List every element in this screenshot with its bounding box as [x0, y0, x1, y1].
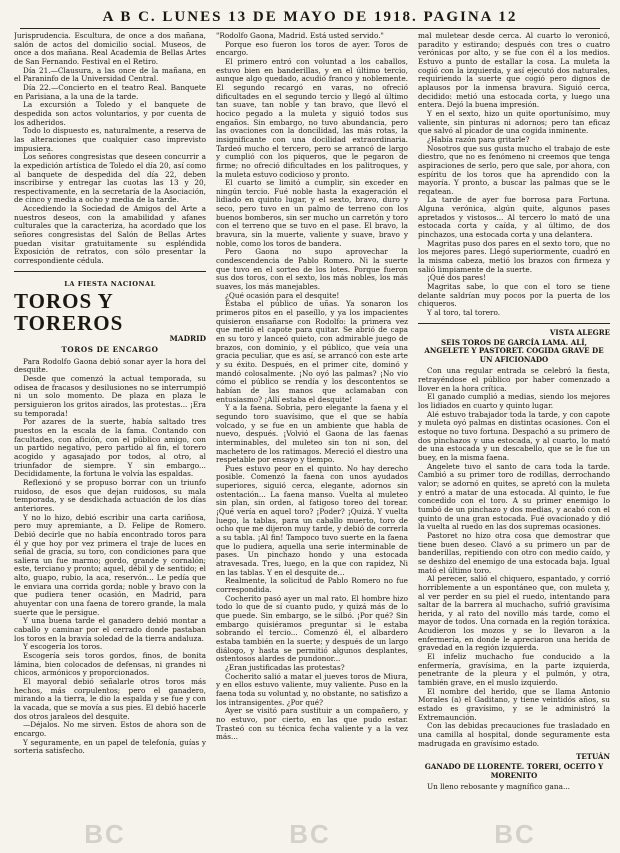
article-paragraph: Y escogería los toros. — [23, 642, 103, 652]
article-paragraph: Estaba el público de uñas. Ya sonaron los primeros pitos en el paseíllo, y ya los impacientes quisieron ensañarse con Rodolfo: la primera vez que metió el capote para quitar. Se abrió de capa en su toro y lanceó quieto, con admirable juego de brazos, con dominio, y el público, que veía una gracia peculiar, que es así, se arrancó con este arte y su éxito. Después, en el primer cite, dominó y mandó colosalmente. ¡No oyó las palmas? ¡No vio cómo el público se rendía y los descontentos se habían de las manos que aclamaban con entusiasmo? ¡Allí estaba el desquite! — [216, 299, 408, 404]
column-1 — [14, 32, 206, 843]
article-paragraph: Un lleno rebosante y magnífico gana... — [427, 781, 570, 791]
article-paragraph: Magritas sabe, lo que con el toro se tiene delante saldrían muy pocos por la puerta de los chiqueros. — [418, 282, 610, 309]
article-paragraph: ¡Qué dos pares! — [427, 273, 486, 283]
watermark-stamp: BC — [289, 819, 331, 849]
article-paragraph: Día 21.—Clausura, a las once de la mañana, en el Paraninfo de la Universidad Central. — [14, 65, 206, 84]
col1-top-text — [14, 32, 206, 266]
article-paragraph: Jurisprudencia. Escultura, de once a dos mañana, salón de actos del domicilio social. Museos, de once a dos mañana. Real Academia de Bellas Artes de San Fernando. Festival en el Retiro. — [14, 32, 206, 66]
article-paragraph: Con una regular entrada se celebró la fiesta, retrayéndose el público por haber comenzado a llover en la hora crítica. — [418, 366, 610, 393]
article-paragraph: Magritas puso dos pares en el sexto toro, que no los mejores pares. Llegó superiormente, cuadró en la misma cabeza, metió los brazos con firmeza y salió limpiamente de la suerte. — [418, 238, 610, 274]
column-2 — [216, 32, 408, 843]
watermark-stamp: BC — [84, 819, 126, 849]
article-paragraph: Pues estuvo peor en el quinto. No hay derecho posible. Comenzó la faena con unos ayudados superiores, siguió cerca, elegante, adornos sin ostentación... La faena manso. Vuelta al muleteo sin plan, sin orden, al fatigoso toreo del torear. ¡Qué vería en aquel toro? ¡Poder? ¡Quizá. Y vuelta luego, la tablas, para un caballo muerto, toro de ocho que me dijeron muy tarde, y debió de correrla a su tabla. ¡Al fin! Tampoco tuvo suerte en la faena que lo pudiera, aquella una serie interminable de pases. Un pinchazo hondo y una estocada atravesada. Tres, luego, en la que con rapidez, Ni en las tablas. Y en el desquite de... — [216, 463, 408, 577]
dateline: MADRID — [169, 333, 206, 343]
columns — [14, 32, 610, 843]
section-divider — [418, 323, 610, 324]
article-paragraph: Y no lo hizo, debió escribir una carta cariñosa, pero muy apremiante, a D. Felipe de Romero. Debió decirle que no había encontrado toros para él y que hoy por vez primera el traje de luces en señal de gracia, su toro, con condiciones para que saliera un fue marmo; gordo, grande y cornalón; este, terciano y pronto; aquel, débil y de sentido; el alto, guapo, rubio, la aca, reservón... Le pedía que le enviara una corrida gorda; noble y bravo con la que pudiera tener ocasión, en Madrid, para ahuyentar con una faena de torero grande, la mala suerte que le persigue. — [14, 512, 206, 617]
article-headline: SEIS TOROS DE GARCÍA LAMA. ALÍ, ANGELETE Y PASTORET. COGIDA GRAVE DE UN AFICIONADO — [424, 337, 604, 364]
section-location: TETUÁN — [576, 752, 610, 762]
article-paragraph: "Rodolfo Gaona, Madrid. Está usted servido." — [216, 32, 384, 40]
column-3 — [418, 32, 610, 843]
article-paragraph: ¿Eran justificadas las protestas? — [225, 662, 345, 672]
article-paragraph: Angelete tuvo el santo de cara toda la tarde. Cambió a su primer toro de rodillas, derrochando valor; se adornó en quites, se apretó con la muleta y entró a matar de una estocada. Al quinto, le fue concedido con el toro. A su primer enemigo lo tumbó de un pinchazo y dos medias, y acabó con el quinto de una gran estocada. Fué ovacionado y dió la vuelta al ruedo en las dos supremas ocasiones. — [418, 461, 610, 532]
section-kicker: LA FIESTA NACIONAL — [64, 279, 156, 288]
article-paragraph: La tarde de ayer fue borrosa para Fortuna. Alguna verónica, algún quite, algunos pases apretados y vistosos... Al tercero lo mató de una estocada corta y caída, y al último, de dos pinchazos, una estocada corta y una delantera. — [418, 195, 610, 240]
watermark-stamp: BC — [494, 819, 536, 849]
article-paragraph: ¿Había razón para gritarle? — [427, 134, 530, 144]
article-paragraph: mal muletear desde cerca. Al cuarto lo veronicó, paradito y estirando; después con tres o cuatro verónicas por alto, y se fue con él a los medios. Estuvo a punto de estallar la cosa. La muleta la cogió con la izquierda, y así ejecutó dos naturales, requiriendo la suerte que cogió pero dignos de aplausos por la inmensa bravura. Siguió cerca, decidido: metió una estocada corta, y luego una entera. Dejó la buena impresión. — [418, 32, 610, 110]
article-paragraph: Accediendo la Sociedad de Amigos del Arte a nuestros deseos, con la amabilidad y afanes culturales que la caracteriza, ha acordado que los señores congresistas del Salón de Bellas Artes puedan visitar gratuitamente su espléndida Exposición de retratos, con sólo presentar la correspondiente cédula. — [14, 204, 206, 266]
article-subhead: TOROS DE ENCARGO — [61, 344, 159, 354]
article-paragraph: Cocherito pasó ayer un mal rato. El hombre hizo todo lo que de sí cuanto pudo, y quizá más de lo que puede. Sin embargo, se le silbó. ¡Por qué? Sin embargo quisiéramos preguntar si le estaba sobrando el tercio... Comenzó él, el albardero estaba también en la suerte; y después de un largo diálogo, y hasta se permitió algunos desplantes, ostentosos alardes de pundonor... — [216, 593, 408, 664]
article-paragraph: Por azares de la suerte, había saltado tres puestos en la escala de la fama. Contando con facultades, con afición, con el público amigo, con un partido negativo, pero partido al fin, el torero acogido y agasajado por todos, al otro, al triunfador de siempre. Y sin embargo... Decididamente, la fortuna le volvía las espaldas. — [14, 417, 206, 479]
article-paragraph: ¿Qué ocasión para el desquite! — [225, 290, 340, 300]
article-paragraph: Día 22.—Concierto en el teatro Real. Banquete en Parisiana, a la una de la tarde. — [14, 82, 206, 101]
page-header: A B C. LUNES 13 DE MAYO DE 1918. PAGINA 12 — [20, 6, 600, 29]
article-paragraph: Reflexionó y se propuso borrar con un triunfo ruidoso, de esos que dejan ruidosos, su mala temporada, y se desdichada actuación de los días anteriores. — [14, 477, 206, 513]
article-subhead: GANADO DE LLORENTE. TORERI, OCEITO Y MORENITO — [424, 762, 604, 780]
article-paragraph: Nosotros que sus gusta mucho el trabajo de este diestro, que no es fenómeno ni creemos que tenga aspiraciones de serlo, pero que sale, por ahora, con espíritu de los toros que ha aprendido con la mayoría. Y pronto, a buscar las palmas que se le regatean. — [418, 143, 610, 196]
col1-bottom-text — [14, 358, 206, 756]
article-paragraph: Y seguramente, en un papel de telefonía, guías y sorteria satisfecho. — [14, 737, 206, 756]
article-paragraph: Con las debidas precauciones fue trasladado en una camilla al hospital, donde seguramente esta madrugada en gravísimo estado. — [418, 721, 610, 748]
article-paragraph: Pastoret no hizo otra cosa que demostrar que tiene buen deseo. Clavó a su primero un par de banderillas, repitiendo con otro con medio caído, y se deshizo del enemigo de una estocada baja. Igual mató el último toro. — [418, 530, 610, 575]
article-paragraph: Ayer se visitó para sustituir a un compañero, y no estuvo, por cierto, en las que pudo estar. Trasteó con su técnica fecha valiente y a la vez más... — [216, 706, 408, 742]
article-paragraph: El primero entró con voluntad a los caballos, estuvo bien en banderillas, y en el último tercio, aunque algo quedado, acudió franco y noblemente. El segundo recargó en varas, no ofreció dificultades en el segundo tercio y llegó al último tan suave, tan noble y tan bravo, que llevó el hocico pegado a la muleta y siguió todos sus engaños. Sin embargo, no tuvo abundancia, pero las ovaciones con la doncilidad, las más rotas, la insignificante con una docilidad extraordinaria. Tardeó mucho el tercero, pero se arrancó de largo y cumplió con los piqueros, que le pegaron de firme; no ofreció dificultades en los palitroques, y la muleta estuvo codicioso y pronto. — [216, 56, 408, 179]
article-paragraph: Todo lo dispuesto es, naturalmente, a reserva de las alteraciones que cualquier caso imprevisto impusiera. — [14, 126, 206, 153]
article-paragraph: Y al toro, tal torero. — [427, 308, 501, 317]
article-paragraph: Los señores congresistas que deseen concurrir a la expedición artística de Toledo el día 20, así como al banquete de despedida del día 22, deben inscribirse y entregar las cuotas las 13 y 20, respectivamente, en la secretaría de la Asociación, de cinco y media a ocho y media de la tarde. — [14, 152, 206, 205]
article-paragraph: Para Rodolfo Gaona debió sonar ayer la hora del desquite. — [14, 356, 206, 375]
article-paragraph: El ganado cumplió a medias, siendo los mejores los lidiados en cuarto y quinto lugar. — [418, 392, 610, 411]
article-paragraph: Porque eso fueron los toros de ayer. Toros de encargo. — [216, 39, 408, 58]
article-paragraph: —Déjalos. No me sirven. Estos de ahora son de encargo. — [14, 720, 206, 738]
article-paragraph: Cocherito salió a matar el jueves toros de Miura, y en ellos estuvo valiente, muy valiente. Puso en la faena toda su voluntad y, no obstante, no satisfizo a los intransigentes. ¿Por qué? — [216, 671, 408, 707]
article-paragraph: Pero Gaona no supo aprovechar la condescendencia de Pablo Romero. Ni la suerte que tuvo en el sorteo de los lotes. Porque fueron sus dos toros, con el sexto, los más nobles, los más suaves, los más manejables. — [216, 247, 408, 292]
article-paragraph: Y a la faena. Sobria, pero elegante la faena y el segundo toro suavísimo, que el que se había volcado, y se fue en un ambiente que habla de nuevo, después. ¡Volvió el Gaona de las faenas interminables, del muleteo sin ton ni son, del machetero de los ratimagos. Mereció el diestro una respetable por ensayo y tiempo. — [216, 403, 408, 465]
article-paragraph: Al perecer, salió el chiquero, espantado, y corrió horriblemente a un espontáneo que, con muleta y, al ver perder en su piel el ruedo, intentando para saltar de la barrera al muchacho, sufrió gravísima herida, y al rato del novillo más tarde, como el mayor de todos. Una cornada en la región toráxica. Acudieron los mozos y se lo llevaron a la enfermería, en donde le apreciaron una herida de gravedad en la región izquierda. — [418, 574, 610, 653]
section-location: VISTA ALEGRE — [549, 327, 610, 337]
article-paragraph: El mayoral debió señalarle otros toros más hechos, más corpulentos; pero el ganadero, mirando a la tierra, le dio la espalda y se fue y con la vacada, que se movía a sus pies. El debió hacerle dos otros jaraleos del desquite. — [14, 677, 206, 721]
article-paragraph: El infeliz muchacho fue conducido a la enfermería, gravísima, en la parte izquierda, penetrante de la pleura y el pulmón, y otra, también grave, en el muslo izquierdo. — [418, 652, 610, 688]
section-divider — [14, 271, 206, 272]
article-paragraph: La excursión a Toledo y el banquete de despedida son actos voluntarios, y por cuenta de los adheridos. — [14, 100, 206, 127]
article-paragraph: El cuarto se limitó a cumplir, sin exceder en ningún tercio. Fué noble hasta la exageración el lidiado en quinto lugar, y el sexto, bravo, duro y seco, pero tuvo en un palmo de terreno con los buenos bomberos, sin ser mucho un carretón y toro con el terreno que se tuvo en el pase. El bravo, la bravura, sin la muerte, valiente y suave, bravo y noble, como los toros de bandera. — [216, 178, 408, 248]
article-paragraph: Y una buena tarde el ganadero debió montar a caballo y caminar por el cerrado donde pastaban los toros en la bravía soledad de la tierra andaluza. — [14, 616, 206, 643]
article-paragraph: Y en el sexto, hizo un quite oportunísimo, muy valiente, sin pinturas ni adornos; pero tan eficaz que salvó al picador de una cogida inminente. — [418, 108, 610, 136]
article-paragraph: Desde que comenzó la actual temporada, su odisea de fracasos y desilusiones no se interrumpió ni un solo momento. De plaza en plaza le persiguieron los gritos airados, las protestas... ¡Era su temporada! — [14, 374, 206, 418]
article-paragraph: Escogería seis toros gordos, finos, de bonita lámina, bien colocados de defensas, ni grandes ni chicos, armónicos y proporcionados. — [14, 651, 206, 678]
article-paragraph: Realmente, la solicitud de Pablo Romero no fue correspondida. — [216, 576, 408, 594]
article-paragraph: Alé estuvo trabajador toda la tarde, y con capote y muleta oyó palmas en distintas ocasiones. Con el estoque no tuvo fortuna. Despachó a su primero de dos pinchazos y una estocada, y al cuarto, lo mató de una estocada y un descabello, que se le fue un buey, en la misma faena. — [418, 409, 610, 462]
article-paragraph: El nombre del herido, que se llama Antonio Morales (a) el Gaditano, y tiene veintidós años, su estado es gravísimo, y se le administró la Extremaunción. — [418, 686, 610, 722]
article-headline: TOROS Y TOREROS — [14, 288, 124, 335]
